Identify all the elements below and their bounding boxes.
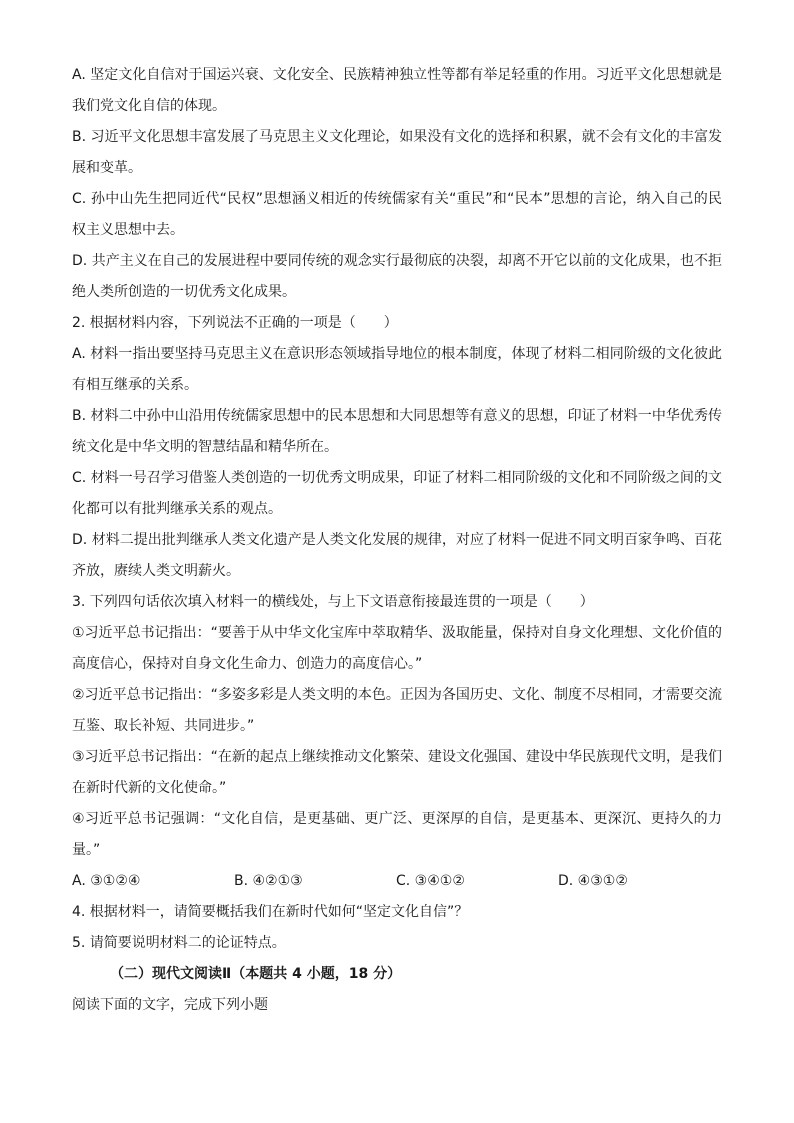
q3-stem: 3. 下列四句话依次填入材料一的横线处，与上下文语意衔接最连贯的一项是（ ） [72,594,594,610]
q3-choice-a: A. ③①②④ [72,873,141,889]
exam-page [72,60,722,1021]
q4-stem: 4. 根据材料一，请简要概括我们在新时代如何“坚定文化自信”？ [72,904,469,920]
q2-option-a: A. 材料一指出要坚持马克思主义在意识形态领域指导地位的根本制度，体现了材料二相同阶级的文化彼此有相互继承的关系。 [72,346,722,393]
q3-choices [72,866,722,897]
q3-choice-c: C. ③④①② [396,873,465,889]
q2-option-d: D. 材料二提出批判继承人类文化遗产是人类文化发展的规律，对应了材料一促进不同文明百家争鸣、百花齐放，赓续人类文明薪火。 [72,532,722,579]
q3-statement-1: ①习近平总书记指出：“要善于从中华文化宝库中萃取精华、汲取能量，保持对自身文化理想、文化价值的高度信心，保持对自身文化生命力、创造力的高度信心。” [72,625,722,672]
q3-statement-3: ③习近平总书记指出：“在新的起点上继续推动文化繁荣、建设文化强国、建设中华民族现代文明，是我们在新时代新的文化使命。” [72,749,722,796]
reading-instruction: 阅读下面的文字，完成下列小题 [72,997,268,1013]
q1-option-c: C. 孙中山先生把同近代“民权”思想涵义相近的传统儒家有关“重民”和“民本”思想的言论，纳入自己的民权主义思想中去。 [72,191,722,238]
q2-stem: 2. 根据材料内容，下列说法不正确的一项是（ ） [72,315,398,331]
q3-statement-4: ④习近平总书记强调：“文化自信，是更基础、更广泛、更深厚的自信，是更基本、更深沉、更持久的力量。” [72,811,722,858]
q1-option-d: D. 共产主义在自己的发展进程中要同传统的观念实行最彻底的决裂，却离不开它以前的文化成果，也不拒绝人类所创造的一切优秀文化成果。 [72,253,722,300]
q5-stem: 5. 请简要说明材料二的论证特点。 [72,935,286,951]
section-heading: （二）现代文阅读Ⅱ（本题共 4 小题，18 分） [110,966,402,982]
q3-choice-d: D. ④③①② [558,873,628,889]
q1-option-a: A. 坚定文化自信对于国运兴衰、文化安全、民族精神独立性等都有举足轻重的作用。习近平文化思想就是我们党文化自信的体现。 [72,67,722,114]
q2-option-c: C. 材料一号召学习借鉴人类创造的一切优秀文明成果，印证了材料二相同阶级的文化和不同阶级之间的文化都可以有批判继承关系的观点。 [72,470,722,517]
q1-option-b: B. 习近平文化思想丰富发展了马克思主义文化理论，如果没有文化的选择和积累，就不会有文化的丰富发展和变革。 [72,129,722,176]
q2-option-b: B. 材料二中孙中山沿用传统儒家思想中的民本思想和大同思想等有意义的思想，印证了材料一中华优秀传统文化是中华文明的智慧结晶和精华所在。 [72,408,722,455]
q3-statement-2: ②习近平总书记指出：“多姿多彩是人类文明的本色。正因为各国历史、文化、制度不尽相同，才需要交流互鉴、取长补短、共同进步。” [72,687,722,734]
q3-choice-b: B. ④②①③ [234,873,303,889]
